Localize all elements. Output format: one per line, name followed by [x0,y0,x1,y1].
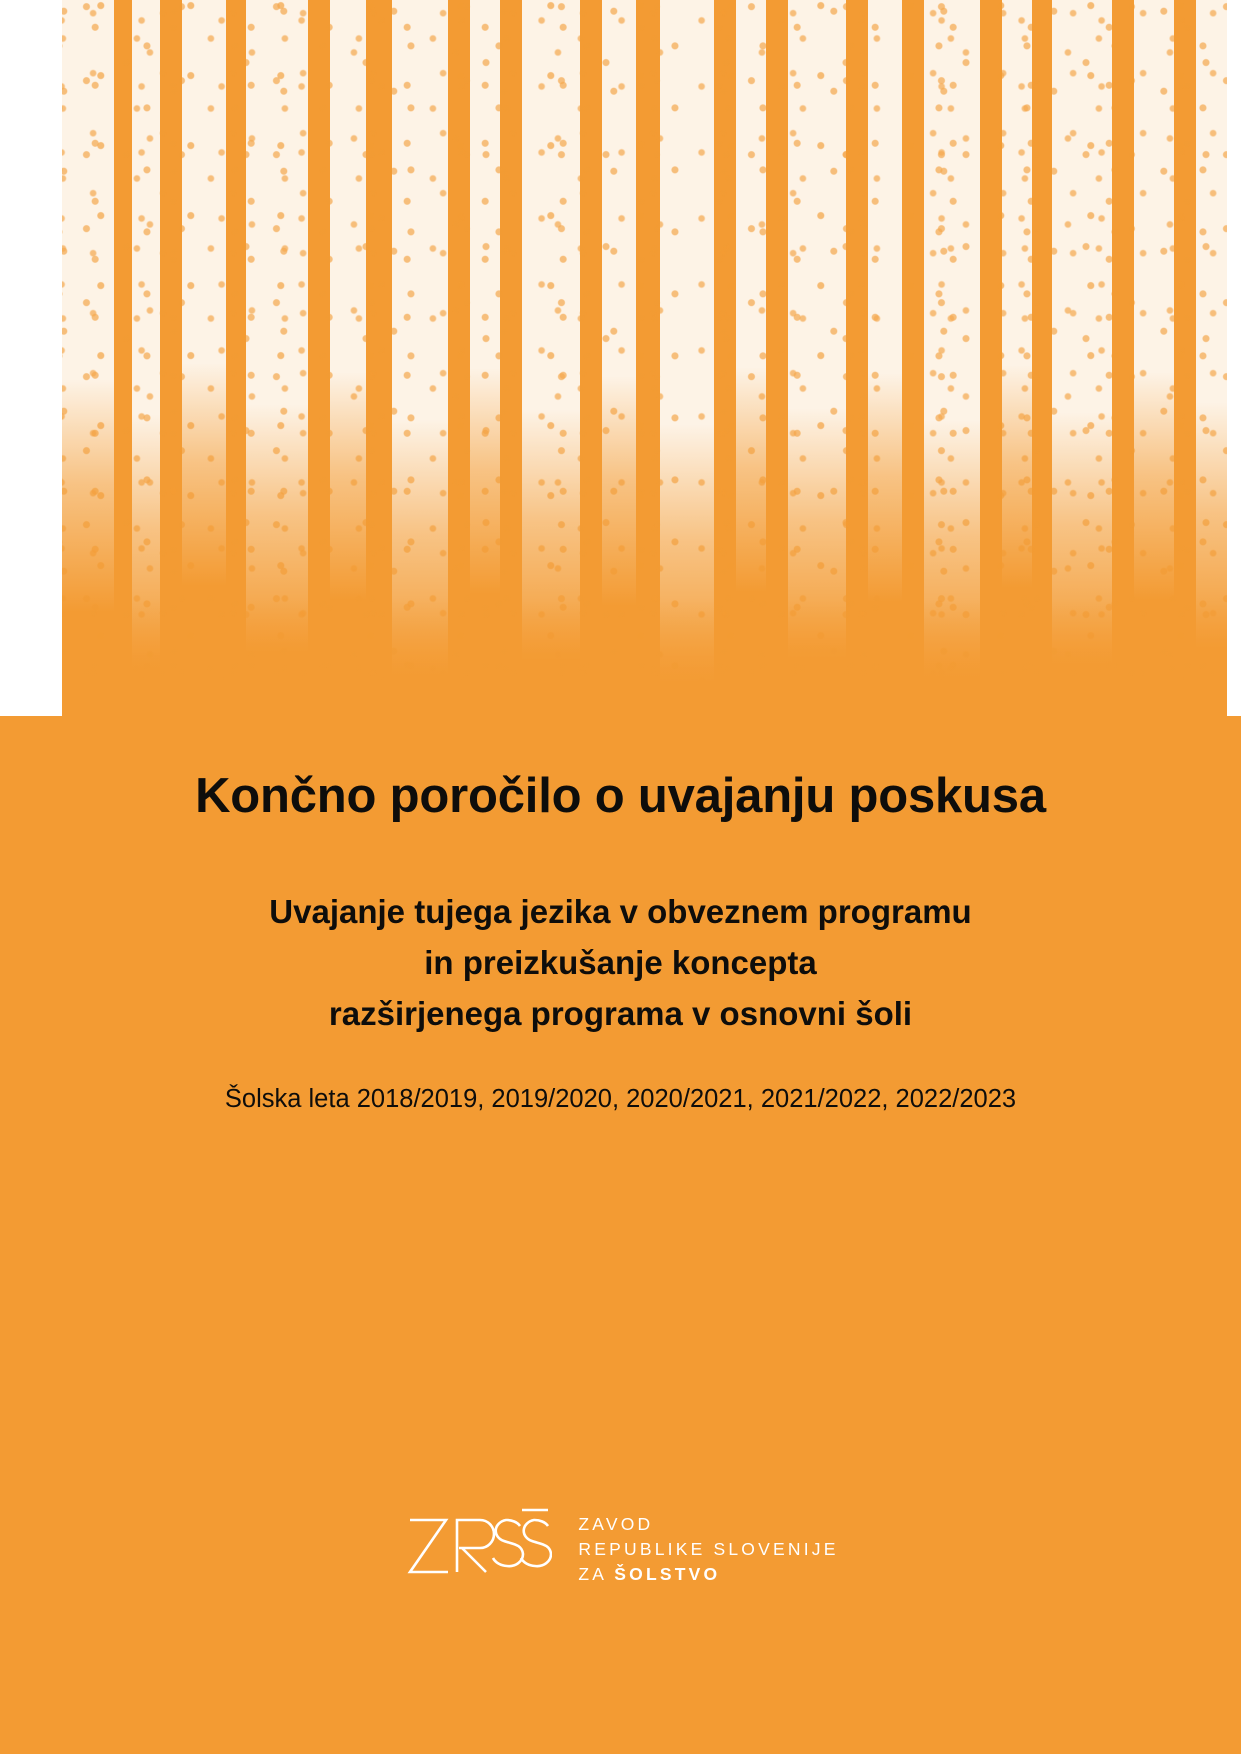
cover-text-block [0,770,1241,1116]
school-years-label: Šolska leta 2018/2019, 2019/2020, 2020/2021, 2021/2022, 2022/2023 [224,1085,1017,1114]
subtitle-line-1: Uvajanje tujega jezika v obveznem programu [269,892,972,930]
zrss-logo-icon [402,1498,552,1595]
subtitle-line-3: razširjenega programa v osnovni šoli [328,995,913,1033]
publisher-logo [0,1498,1241,1595]
publisher-line-2: REPUBLIKE SLOVENIJE [578,1538,839,1559]
page-title: Končno poročilo o uvajanju poskusa [195,769,1046,823]
cover-subtitle [181,886,1061,1039]
cover-texture-band [0,0,1241,730]
right-margin-strip [1227,0,1241,716]
subtitle-line-2: in preizkušanje koncepta [424,944,817,982]
left-margin-strip [0,0,62,716]
publisher-line-3-prefix: ZA [578,1563,615,1584]
publisher-line-3 [578,1562,838,1587]
publisher-name [578,1498,838,1587]
publisher-line-1: ZAVOD [578,1514,654,1534]
publisher-line-3-bold: ŠOLSTVO [614,1563,721,1584]
